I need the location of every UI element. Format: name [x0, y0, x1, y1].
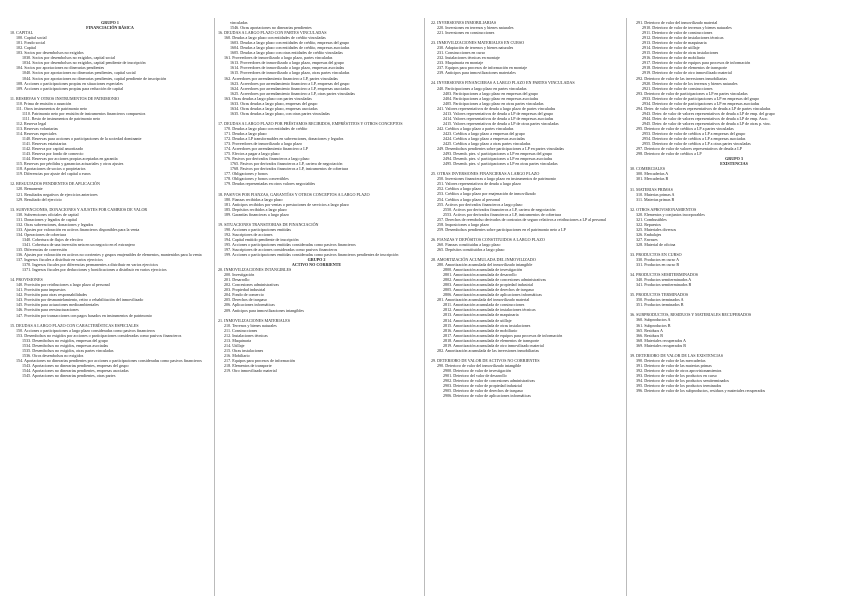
account-heading: 10. CAPITAL: [10, 30, 34, 36]
account-line: 291. Deterioro de valor del inmovilizado material: [636, 20, 718, 25]
account-line: 146. Provisión para reestructuraciones: [16, 307, 79, 313]
account-line: 131. Donaciones y legados de capital: [16, 216, 77, 222]
account-heading: 18. PASIVOS POR FIANZAS, GARANTÍAS Y OTROS CONCEPTOS A LARGO PLAZO: [218, 191, 370, 197]
account-line: 250. Inversiones financieras a largo plazo en instrumentos de patrimonio: [437, 176, 557, 182]
account-line: 2814. Amortización acumulada de utillaje: [443, 317, 512, 323]
account-line: 254. Créditos a largo plazo al personal: [437, 196, 501, 202]
account-line: 219. Otro inmovilizado material: [224, 368, 277, 374]
account-line: 1623. Acreedores por arrendamiento financiero a LP, empresas del grupo: [230, 80, 350, 86]
account-line: 253. Créditos a largo plazo por enajenación de inmovilizado: [437, 191, 536, 197]
account-line: 1536. Otros desembolsos no exigidos: [22, 352, 84, 358]
account-line: 129. Resultado del ejercicio: [16, 196, 62, 202]
account-line: 210. Terrenos y bienes naturales: [224, 322, 277, 328]
account-line: 1765. Pasivos por derivados financieros a LP, cartera de negociación: [230, 161, 343, 167]
account-line: 1624. Acreedores por arrendamiento financiero a LP, empresas asociadas: [230, 85, 350, 91]
account-line: 1371. Ingresos fiscales por deducciones y bonificaciones a distribuir en varios ejercicios: [22, 267, 167, 273]
account-heading: 12. RESULTADOS PENDIENTES DE APLICACIÓN: [10, 181, 100, 187]
account-line: 221. Inversiones en construcciones: [437, 30, 495, 36]
account-line: 395. Deterioro de valor de los productos terminados: [636, 383, 722, 389]
account-line: 252. Créditos a largo plazo: [437, 186, 482, 192]
account-line: 233. Maquinaria en montaje: [437, 60, 484, 66]
account-line: 203. Propiedad industrial: [224, 287, 266, 293]
account-line: 2955. Deterioro de valor de créditos a LP a otras partes vinculadas: [642, 141, 751, 147]
account-line: 2801. Amortización acumulada de desarrollo: [443, 272, 517, 278]
account-line: 292. Deterioro de valor de las inversiones inmobiliarias: [636, 75, 727, 81]
account-line: 331. Productos en curso B: [636, 262, 680, 268]
account-line: 2424. Créditos a largo plazo a empresas asociadas: [443, 135, 526, 141]
account-line: 121. Resultados negativos de ejercicios anteriores: [16, 191, 98, 197]
account-line: 2493. Desemb. ptes. s/ participaciones a LP en empresas del grupo: [443, 151, 553, 157]
account-line: 241. Valores representativos de deuda a largo plazo de partes vinculadas: [437, 105, 556, 111]
column-2: [218, 20, 415, 595]
account-line: 2906. Deterioro de valor de aplicaciones informáticas: [443, 393, 531, 399]
account-heading: 20. INMOVILIZACIONES INTANGIBLES: [218, 267, 292, 273]
account-line: 1111. Resto de instrumentos de patrimonio neto: [22, 115, 101, 121]
account-line: 137. Ingresos fiscales a distribuir en varios ejercicios: [16, 257, 103, 263]
account-line: 2914. Deterioro de valor de utillaje: [642, 45, 700, 51]
account-line: 147. Provisión por transacciones con pagos basados en instrumentos de patrimonio: [16, 312, 152, 318]
account-line: 2953. Deterioro de valor de créditos a LP a empresas del grupo: [642, 131, 746, 137]
account-heading: 22. INVERSIONES INMOBILIARIAS: [431, 20, 497, 25]
account-line: 205. Derechos de traspaso: [224, 297, 267, 303]
account-heading: 33. PRODUCTOS EN CURSO: [630, 252, 682, 258]
account-line: 2954. Deterioro de valor de créditos a LP a empresas asociadas: [642, 136, 746, 142]
account-line: 2413. Valores representativos de deuda a LP de empresas del grupo: [443, 110, 554, 116]
account-line: 213. Maquinaria: [224, 337, 252, 343]
account-line: 1635. Otras deudas a largo plazo, con otras partes vinculadas: [230, 110, 330, 116]
account-line: 200. Investigación: [224, 272, 255, 278]
account-line: 2806. Amortización acumulada de aplicaciones informáticas: [443, 292, 542, 298]
account-line: 1142. Reserva por capital amortizado: [22, 146, 84, 152]
account-heading: 32. OTROS APROVISIONAMIENTOS: [630, 206, 697, 212]
account-line: 1614. Proveedores de inmovilizado a largo plazo, empresas asociadas: [230, 65, 345, 71]
account-line: 2494. Desemb. ptes. s/ participaciones a LP en empresas asociadas: [443, 156, 553, 162]
account-line: 2920. Deterioro de valor de los terrenos y bienes naturales: [642, 80, 738, 86]
account-line: 361. Subproductos B: [636, 322, 671, 328]
account-line: 393. Deterioro de valor de los productos en curso: [636, 372, 717, 378]
account-line: 162. Acreedores por arrendamiento financiero a LP, partes vinculadas: [224, 75, 338, 81]
account-line: 2943. Deter. de valor de valores representativos de deuda a LP de emp. del grupo: [642, 110, 775, 116]
account-heading: 36. SUBPRODUCTOS, RESIDUOS Y MATERIALES RECUPERADOS: [630, 312, 752, 318]
account-line: 280. Amortización acumulada del inmovilizado intangible: [437, 262, 533, 268]
account-line: 112. Reserva legal: [16, 120, 47, 126]
account-line: 1143. Reserva por fondo de comercio: [22, 151, 84, 157]
account-line: 2818. Amortización acumulada de elementos de transporte: [443, 337, 540, 343]
account-line: 2918. Deterioro de valor de elementos de transporte: [642, 65, 728, 71]
account-line: 369. Materiales recuperados B: [636, 342, 687, 348]
account-line: 1141. Reservas estatutarias: [22, 141, 67, 147]
account-line: 392. Deterioro de valor de otros aprovisionamientos: [636, 367, 722, 373]
account-line: 2803. Amortización acumulada de propiedad industrial: [443, 282, 534, 288]
account-line: 294. Deter. de valor de valores representativos de deuda a LP de partes vinculadas: [636, 105, 771, 111]
account-line: 2405. Participaciones a largo plazo en otras partes vinculadas: [443, 100, 544, 106]
account-heading: 23. INMOVILIZACIONES MATERIALES EN CURSO: [431, 40, 525, 46]
account-line: 2944. Deter. de valor de valores representativos de deuda a LP de emp. Asoc.: [642, 115, 769, 121]
account-line: 2816. Amortización acumulada de mobiliario: [443, 327, 518, 333]
account-heading: 26. FIANZAS Y DEPÓSITOS CONSTITUIDOS A LARGO PLAZO: [431, 236, 545, 242]
account-line: 366. Residuos B: [636, 332, 663, 338]
account-line: 1603. Deudas a largo plazo con entidades de crédito, empresas del grupo: [230, 40, 350, 46]
account-line: 2819. Amortización acumulada de otro inmovilizado material: [443, 342, 544, 348]
account-line: 163. Otras deudas a largo plazo con partes vinculadas: [224, 95, 312, 101]
account-line: 1535. Desembolsos no exigidos, otras partes vinculadas: [22, 347, 114, 353]
account-line: 290. Deterioro de valor del inmovilizado intangible: [437, 362, 522, 368]
account-line: 170. Deudas a largo plazo con entidades de crédito: [224, 125, 308, 131]
account-line: 189. Garantías financieras a largo plazo: [224, 211, 289, 217]
account-line: 330. Productos en curso A: [636, 257, 680, 263]
account-line: 360. Subproductos A: [636, 317, 671, 323]
account-line: 1634. Otras deudas a largo plazo, empresas asociadas: [230, 105, 318, 111]
account-line: vinculadas: [230, 20, 248, 25]
account-line: 181. Anticipos recibidos por ventas o prestaciones de servicios a largo plazo: [224, 201, 349, 207]
account-line: 2921. Deterioro de valor de construcciones: [642, 85, 713, 91]
account-line: 109. Acciones o participaciones propias para reducción de capital: [16, 85, 124, 91]
account-line: 209. Anticipos para inmovilizaciones intangibles: [224, 307, 304, 313]
account-line: 2933. Deterioro de valor de participaciones a LP en empresas del grupo: [642, 95, 760, 101]
account-line: 140. Provisión por retribuciones a largo plazo al personal: [16, 282, 110, 288]
account-line: 2813. Amortización acumulada de maquinaria: [443, 312, 519, 318]
account-line: 1625. Acreedores por arrendamiento financiero a LP, otras partes vinculadas: [230, 90, 355, 96]
account-line: 136. Ajustes por valoración en activos no corrientes y grupos enajenables de elementos, mantenidos para la venta: [16, 252, 202, 258]
account-line: 1633. Otras deudas a largo plazo, empresas del grupo: [230, 100, 318, 106]
account-line: 240. Participaciones a largo plazo en partes vinculadas: [437, 85, 527, 91]
account-line: 301. Mercaderías B: [636, 176, 669, 182]
account-line: 133. Ajustes por valoración en activos financieros disponibles para la venta: [16, 226, 140, 232]
account-heading: 21. INMOVILIZACIONES MATERIALES: [218, 317, 290, 323]
account-line: 326. Embalajes: [636, 231, 662, 237]
account-line: 190. Acciones o participaciones emitidas: [224, 226, 291, 232]
account-line: 2919. Deterioro de valor de otro inmovilizado material: [642, 70, 732, 76]
account-line: 204. Fondo de comercio: [224, 292, 264, 298]
account-line: 350. Productos terminados A: [636, 297, 684, 303]
account-line: 260. Fianzas constituidas a largo plazo: [437, 241, 501, 247]
account-line: 242. Créditos a largo plazo a partes vinculadas: [437, 125, 514, 131]
account-line: 174. Acreedores por arrendamiento financiero a LP: [224, 146, 309, 152]
account-line: 351. Productos terminados B: [636, 302, 684, 308]
account-line: 257. Derechos de reembolso derivados de contratos de seguro relativos a retribuciones a LP al personal: [437, 216, 607, 222]
account-line: 2404. Participaciones a largo plazo en empresas asociadas: [443, 95, 539, 101]
column-1: [10, 20, 210, 595]
account-line: 328. Material de oficina: [636, 241, 676, 247]
account-line: 293. Deterioro de valor de participaciones a LP en partes vinculadas: [636, 90, 748, 96]
account-line: 322. Repuestos: [636, 221, 662, 227]
account-line: 255. Activos por derivados financieros a largo plazo: [437, 201, 523, 207]
account-line: 132. Otras subvenciones, donaciones y legados: [16, 221, 94, 227]
account-line: 1340. Cobertura de flujos de efectivo: [22, 236, 83, 242]
account-line: 118. Aportaciones de socios o propietarios: [16, 166, 86, 172]
account-line: 320. Elementos y conjuntos incorporables: [636, 211, 705, 217]
account-line: 2815. Amortización acumulada de otras instalaciones: [443, 322, 531, 328]
account-line: 114. Reservas especiales: [16, 130, 57, 136]
account-line: 2945. Deter. de valor de valores representativos de deuda a LP de otras p. vinc.: [642, 120, 772, 126]
account-line: 340. Productos semiterminados A: [636, 277, 692, 283]
account-heading: 30. COMERCIALES: [630, 166, 666, 172]
account-line: 297. Deterioro de valor de valores representativos de deuda a LP: [636, 146, 743, 152]
column-3: [431, 20, 621, 595]
account-line: 2901. Deterioro del valor de desarrollo: [443, 373, 507, 378]
account-line: 2905. Deterioro de valor de derechos de traspaso: [443, 388, 524, 394]
account-line: 390. Deterioro de valor de las mercaderías: [636, 357, 706, 363]
account-line: 232. Instalaciones técnicas en montaje: [437, 55, 500, 61]
group-title: FINANCIACIÓN BÁSICA: [86, 25, 134, 31]
account-line: 1034. Socios por desembolsos no exigidos, capital pendiente de inscripción: [22, 60, 146, 66]
account-line: 180. Fianzas recibidas a largo plazo: [224, 196, 283, 202]
account-line: 2817. Amortización acumulada de equipos para procesos de información: [443, 332, 563, 338]
account-heading: 16. DEUDAS A LARGO PLAZO CON PARTES VINCULADAS: [218, 30, 327, 36]
account-line: 185. Depósitos recibidos a largo plazo: [224, 206, 287, 212]
account-line: 1545. Aportaciones no dinerarias pendientes, otras partes: [22, 373, 116, 379]
account-line: 172. Deudas a LP transformables en subvenciones, donaciones y legados: [224, 136, 344, 142]
account-line: 365. Residuos A: [636, 327, 663, 333]
account-line: 176. Pasivos por derivados financieros a largo plazo: [224, 156, 310, 162]
account-line: 298. Deterioro de valor de créditos a LP: [636, 151, 702, 157]
account-heading: 25. OTRAS INVERSIONES FINANCIERAS A LARGO PLAZO: [431, 171, 540, 177]
account-line: 102. Capital: [16, 45, 37, 51]
account-line: 171. Deudas a largo plazo: [224, 130, 267, 136]
account-heading: 14. PROVISIONES: [10, 277, 43, 283]
group-title: ACTIVO NO CORRIENTE: [291, 262, 342, 268]
account-line: 2403. Participaciones a largo plazo en empresas del grupo: [443, 90, 539, 96]
account-line: 135. Diferencias de conversión: [16, 246, 67, 252]
account-line: 258. Imposiciones a largo plazo: [437, 221, 490, 227]
account-line: 2911. Deterioro de valor de construcciones: [642, 30, 713, 36]
account-line: 2423. Créditos a largo plazo a empresas del grupo: [443, 130, 525, 136]
account-line: 179. Deudas representadas en otros valores negociables: [224, 181, 316, 187]
account-line: 217. Equipos para procesos de información: [224, 357, 295, 363]
account-line: 1533. Desembolsos no exigidos, empresas del grupo: [22, 337, 108, 343]
account-line: 2414. Valores representativos de deuda a LP de empresas asociadas: [443, 115, 554, 121]
account-line: 154. Aportaciones no dinerarias pendientes por acciones o participaciones consideradas como pasivos financieros: [16, 357, 202, 363]
group-title: GRUPO 3: [725, 156, 743, 162]
account-line: 175. Efectos a pagar a largo plazo: [224, 151, 280, 157]
account-line: 1140. Reservas para acciones o participaciones de la sociedad dominante: [22, 136, 142, 142]
account-line: 214. Utillaje: [224, 342, 245, 348]
account-line: 237. Equipos para procesos de información en montaje: [437, 65, 528, 71]
account-heading: 11. RESERVAS Y OTROS INSTRUMENTOS DE PATRIMONIO: [10, 95, 120, 101]
account-line: 2915. Deterioro de valor de otras instalaciones: [642, 50, 719, 56]
account-line: 1615. Proveedores de inmovilizado a largo plazo, otras partes vinculadas: [230, 70, 350, 76]
account-line: 2902. Deterioro de valor de concesiones administrativas: [443, 378, 535, 384]
account-line: 177. Obligaciones y bonos: [224, 171, 268, 177]
account-heading: 19. SITUACIONES TRANSITORIAS DE FINANCIACIÓN: [218, 221, 319, 227]
account-line: 160. Deudas a largo plazo con entidades de crédito vinculadas: [224, 35, 326, 41]
account-line: 142. Provisión para otras responsabilidades: [16, 292, 88, 298]
account-line: 100. Capital social: [16, 35, 47, 41]
account-line: 325. Materiales diversos: [636, 226, 677, 232]
account-line: 1030. Socios por desembolsos no exigidos, capital social: [22, 55, 116, 61]
account-line: 218. Elementos de transporte: [224, 363, 272, 368]
account-line: 2811. Amortización acumulada de construcciones: [443, 302, 525, 308]
account-line: 1604. Deudas a largo plazo con entidades de crédito, empresas asociadas: [230, 45, 350, 51]
column-divider: [424, 18, 425, 596]
account-line: 249. Desembolsos pendientes sobre participaciones a LP en partes vinculadas: [437, 146, 564, 152]
account-line: 394. Deterioro de valor de los productos semiterminados: [636, 378, 729, 383]
account-line: 2900. Deterioro de valor de investigación: [443, 367, 511, 373]
account-line: 327. Envases: [636, 236, 658, 242]
account-line: 212. Instalaciones técnicas: [224, 332, 268, 338]
account-line: 1543. Aportaciones no dinerarias pendientes, empresas del grupo: [22, 362, 129, 368]
account-line: 103. Socios por desembolsos no exigidos: [16, 50, 84, 56]
account-line: 1370. Ingresos fiscales por diferencias permanentes a distribuir en varios ejercicios: [22, 262, 159, 268]
group-title: GRUPO 2: [307, 257, 326, 263]
account-line: 321. Combustibles: [636, 216, 667, 222]
account-line: 202. Concesiones administrativas: [224, 282, 279, 288]
account-heading: 29. DETERIORO DE VALOR DE ACTIVOS NO CORRIENTES: [431, 357, 540, 363]
account-heading: 34. PRODUCTOS SEMITERMINADOS: [630, 272, 699, 278]
account-line: 239. Anticipos para inmovilizaciones materiales: [437, 70, 516, 76]
account-line: 143. Provisión por desmantelamiento, retiro o rehabilitación del inmovilizado: [16, 297, 144, 303]
account-line: 110. Prima de emisión o asunción: [16, 100, 72, 106]
account-line: 396. Deterioro de valor de los subproductos, residuos y materiales recuperados: [636, 388, 766, 394]
account-line: 2550. Activos por derivados financieros a LP, cartera de negociación: [443, 206, 556, 212]
account-line: 173. Proveedores de inmovilizado a largo plazo: [224, 141, 303, 147]
account-line: 2415. Valores representativos de deuda a LP de otras partes vinculadas: [443, 120, 559, 126]
column-divider: [626, 18, 627, 596]
account-heading: 28. AMORTIZACIÓN ACUMULADA DEL INMOVILIZADO: [431, 256, 536, 262]
account-line: 1768. Pasivos por derivados financieros a LP, instrumentos de cobertura: [230, 166, 349, 172]
account-line: 265. Depósitos constituidos a largo plazo: [437, 246, 505, 252]
account-line: 206. Aplicaciones informáticas: [224, 302, 275, 308]
account-heading: 13. SUBVENCIONES, DONACIONES Y AJUSTES POR CAMBIOS DE VALOR: [10, 206, 148, 212]
account-line: 2800. Amortización acumulada de investigación: [443, 267, 523, 273]
account-line: 192. Suscriptores de acciones: [224, 231, 273, 237]
account-heading: 24. INVERSIONES FINANCIERAS A LARGO PLAZO EN PARTES VINCULADAS: [431, 80, 575, 86]
account-line: 2553. Activos por derivados financieros a LP, instrumentos de cobertura: [443, 211, 562, 217]
account-line: 1044. Socios por aportaciones no dinerarias pendientes, capital pendiente de inscripción: [22, 75, 167, 81]
account-line: 231. Construcciones en curso: [437, 50, 486, 56]
account-line: 1613. Proveedores de inmovilizado a largo plazo, empresas del grupo: [230, 60, 344, 66]
account-line: 2934. Deterioro de valor de participaciones a LP en empresas asociadas: [642, 100, 760, 106]
account-line: 101. Fondo social: [16, 40, 46, 46]
account-line: 197. Suscriptores de acciones consideradas como pasivos financieros: [224, 246, 338, 252]
account-line: 161. Proveedores de inmovilizado a largo plazo, partes vinculadas: [224, 55, 333, 61]
group-title: EXISTENCIAS: [720, 161, 748, 167]
account-line: 282. Amortización acumulada de las inversiones inmobiliarias: [437, 347, 539, 353]
account-line: 145. Provisión para actuaciones medioambientales: [16, 302, 99, 308]
account-line: 341. Productos semiterminados B: [636, 282, 692, 288]
account-line: 2910. Deterioro de valor de terrenos y bienes naturales: [642, 25, 732, 31]
account-line: 2916. Deterioro de valor de mobiliario: [642, 55, 706, 61]
account-line: 216. Mobiliario: [224, 352, 250, 358]
account-line: 211. Construcciones: [224, 327, 258, 333]
account-line: 2917. Deterioro de valor de equipos para procesos de información: [642, 60, 751, 66]
account-heading: 15. DEUDAS A LARGO PLAZO CON CARACTERÍSTICAS ESPECIALES: [10, 322, 139, 328]
account-line: 108. Acciones o participaciones propias en situaciones especiales: [16, 80, 123, 86]
account-line: 2812. Amortización acumulada de instalaciones técnicas: [443, 307, 536, 313]
account-line: 1144. Reservas por acciones propias aceptadas en garantía: [22, 156, 118, 162]
account-line: 150. Acciones o participaciones a largo plazo consideradas como pasivos financieros: [16, 327, 155, 333]
account-line: 120. Remanente: [16, 186, 43, 192]
account-line: 201. Desarrollo: [224, 277, 250, 283]
group-title: GRUPO 1: [101, 20, 119, 25]
account-line: 251. Valores representativos de deuda a largo plazo: [437, 181, 521, 187]
account-line: 104. Socios por aportaciones no dinerarias pendientes: [16, 65, 105, 71]
account-line: 215. Otras instalaciones: [224, 347, 264, 353]
account-line: 2912. Deterioro de valor de instalaciones técnicas: [642, 35, 724, 41]
account-line: 310. Materias primas A: [636, 191, 675, 197]
account-line: 1341. Cobertura de una inversión neta en un negocio en el extranjero: [22, 241, 135, 247]
account-line: 2495. Desemb. ptes. s/ participaciones a LP en otras partes vinculadas: [443, 161, 558, 167]
account-line: 178. Obligaciones y bonos convertibles: [224, 176, 289, 182]
account-line: 2805. Amortización acumulada de derechos de traspaso: [443, 287, 535, 293]
account-line: 195. Acciones o participaciones emitidas consideradas como pasivos financieros: [224, 241, 356, 247]
account-line: 141. Provisión para impuestos: [16, 287, 66, 293]
account-line: 391. Deterioro de valor de las materias primas: [636, 362, 712, 368]
account-line: 1605. Deudas a largo plazo con otras entidades de crédito vinculadas: [230, 50, 343, 56]
account-line: 1534. Desembolsos no exigidos, empresas asociadas: [22, 342, 109, 348]
account-line: 368. Materiales recuperados A: [636, 337, 687, 343]
account-line: 1546. Otras aportaciones no dinerarias pendientes: [230, 25, 312, 31]
account-line: 111. Otros instrumentos de patrimonio neto: [16, 105, 88, 111]
account-line: 2913. Deterioro de valor de maquinaria: [642, 40, 707, 46]
account-line: 1110. Patrimonio neto por emisión de instrumentos financieros compuestos: [22, 110, 146, 116]
account-heading: 35. PRODUCTOS TERMINADOS: [630, 292, 689, 298]
account-line: 115. Reservas por pérdidas y ganancias actuariales y otros ajustes: [16, 161, 124, 167]
account-line: 153. Desembolsos no exigidos por acciones o participaciones consideradas como pasivos financieros: [16, 332, 182, 338]
account-line: 1040. Socios por aportaciones no dinerarias pendientes, capital social: [22, 70, 136, 76]
account-line: 134. Operaciones de cobertura: [16, 231, 67, 237]
account-line: 1544. Aportaciones no dinerarias pendientes, empresas asociadas: [22, 368, 129, 373]
account-line: 2802. Amortización acumulada de concesiones administrativas: [443, 277, 546, 283]
column-divider: [214, 18, 215, 596]
account-line: 130. Subvenciones oficiales de capital: [16, 211, 79, 217]
account-line: 230. Adaptación de terrenos y bienes naturales: [437, 45, 514, 51]
account-heading: 17. DEUDAS A LARGO PLAZO POR PRÉSTAMOS RECIBIDOS, EMPRÉSTITOS Y OTROS CONCEPTOS: [218, 120, 403, 126]
account-line: 300. Mercaderías A: [636, 171, 669, 177]
account-line: 311. Materias primas B: [636, 196, 675, 202]
account-line: 2903. Deterioro de valor de propiedad industrial: [443, 383, 523, 389]
account-line: 119. Diferencias por ajuste del capital a euros: [16, 171, 91, 177]
account-line: 281. Amortización acumulada del inmovilizado material: [437, 297, 530, 303]
account-heading: 39. DETERIORO DE VALOR DE LAS EXISTENCIAS: [630, 352, 723, 358]
account-line: 194. Capital emitido pendiente de inscripción: [224, 236, 299, 242]
account-line: 295. Deterioro de valor de créditos a LP a partes vinculadas: [636, 125, 734, 131]
column-4: [630, 20, 838, 595]
account-line: 113. Reservas voluntarias: [16, 125, 59, 131]
account-line: 220. Inversiones en terrenos y bienes naturales: [437, 25, 514, 31]
account-line: 259. Desembolsos pendientes sobre participaciones en el patrimonio neto a LP: [437, 226, 566, 232]
account-heading: 31. MATERIAS PRIMAS: [630, 186, 673, 192]
account-line: 2425. Créditos a largo plazo a otras partes vinculadas: [443, 141, 531, 147]
account-line: 199. Acciones o participaciones emitidas consideradas como pasivos financieros pendientes de inscripción: [224, 252, 399, 258]
